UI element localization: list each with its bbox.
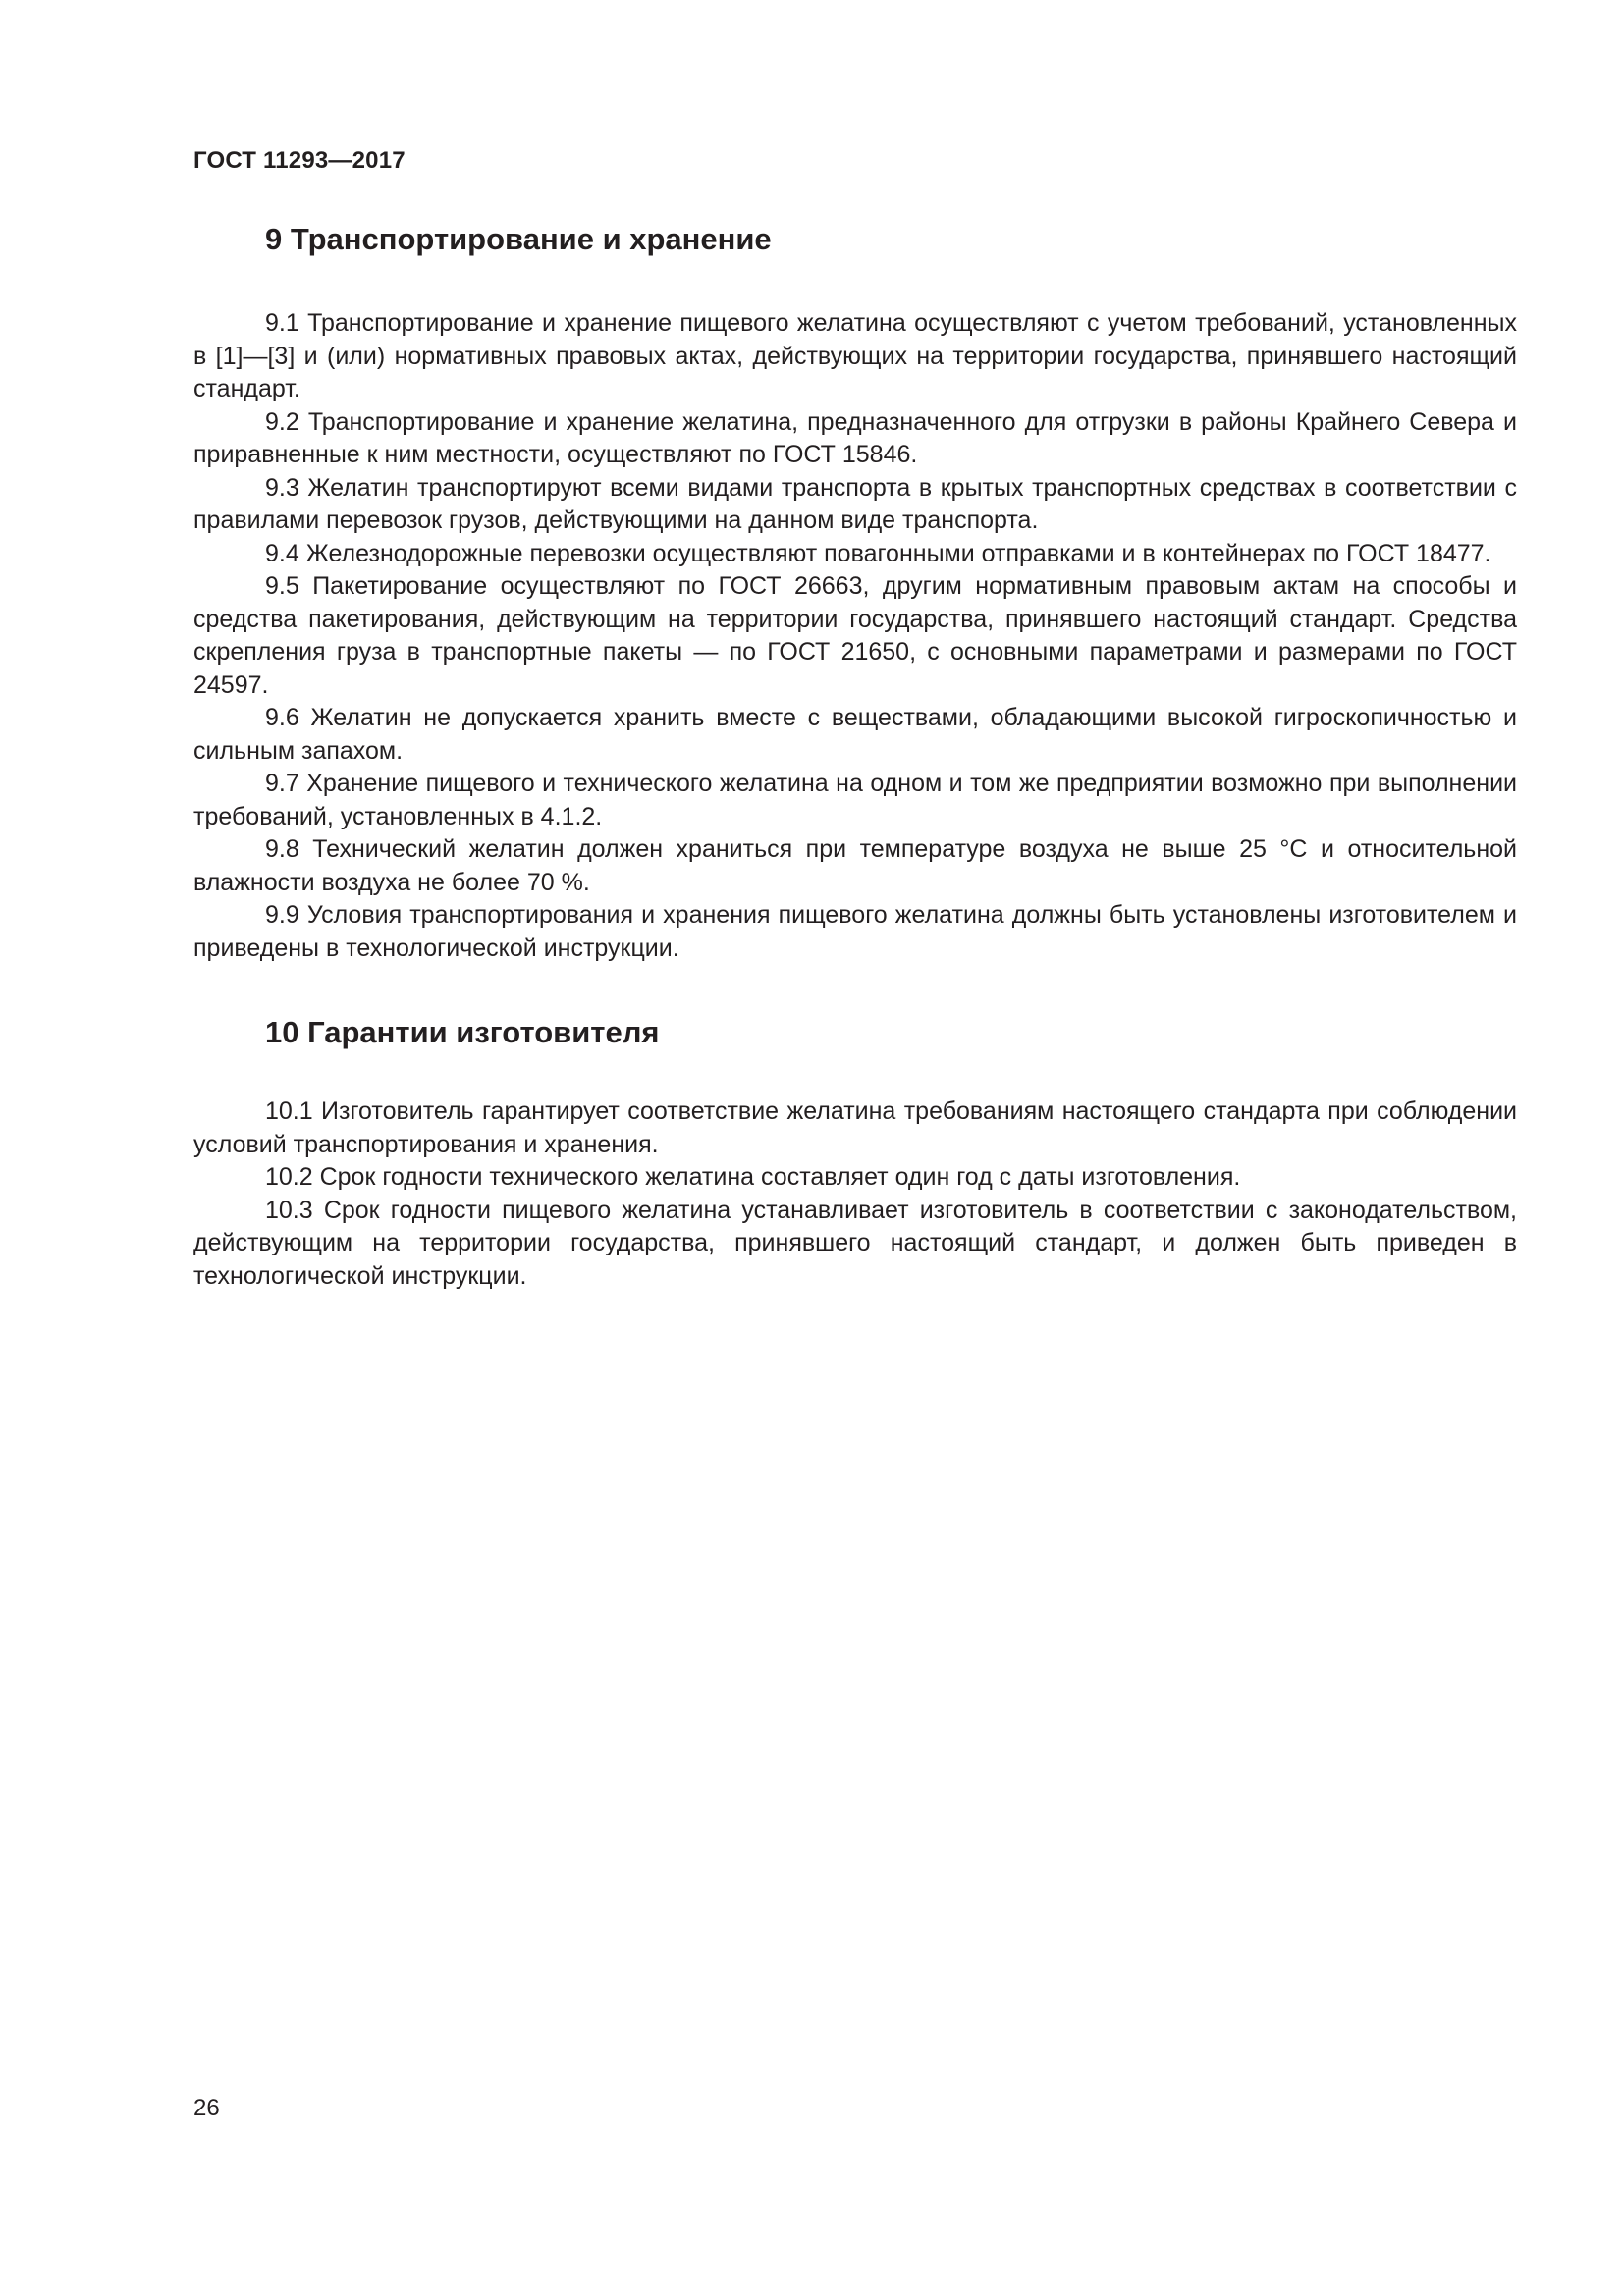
page-number: 26 xyxy=(193,2095,220,2121)
paragraph-9-6: 9.6 Желатин не допускается хранить вместе с веществами, обладающими высокой гигроскопичностью и сильным запахом. xyxy=(193,704,1517,765)
paragraph-9-7: 9.7 Хранение пищевого и технического желатина на одном и том же предприятии возможно при выполнении требований, установленных в 4.1.2. xyxy=(193,770,1517,830)
paragraph-9-2: 9.2 Транспортирование и хранение желатина, предназначенного для отгрузки в районы Крайнего Севера и приравненные к ним местности, осуществляют по ГОСТ 15846. xyxy=(193,407,1517,468)
paragraph-9-3: 9.3 Желатин транспортируют всеми видами транспорта в крытых транспортных средствах в соответствии с правилами перевозок грузов, действующими на данном виде транспорта. xyxy=(193,473,1517,534)
paragraph-10-2: 10.2 Срок годности технического желатина составляет один год с даты изготовления. xyxy=(265,1163,1241,1191)
paragraph-list xyxy=(193,1095,1517,1293)
paragraph-9-9: 9.9 Условия транспортирования и хранения пищевого желатина должны быть установлены изготовителем и приведены в технологической инструкции. xyxy=(193,901,1517,962)
section-title: 9 Транспортирование и хранение xyxy=(265,222,772,256)
paragraph-9-8: 9.8 Технический желатин должен храниться при температуре воздуха не выше 25 °С и относительной влажности воздуха не более 70 %. xyxy=(193,835,1517,896)
paragraph-9-5: 9.5 Пакетирование осуществляют по ГОСТ 26663, другим нормативным правовым актам на способы и средства пакетирования, действующим на территории государства, принявшего настоящий стандарт. Средства скрепления груза в транспортные пакеты — по ГОСТ 21650, с основными параметрами и размерами по ГОСТ 24597. xyxy=(193,572,1517,699)
paragraph-10-1: 10.1 Изготовитель гарантирует соответствие желатина требованиям настоящего стандарта при соблюдении условий транспортирования и хранения. xyxy=(193,1097,1517,1158)
section-transport-storage xyxy=(193,221,1517,965)
paragraph-list xyxy=(193,307,1517,965)
paragraph-9-1: 9.1 Транспортирование и хранение пищевого желатина осуществляют с учетом требований, установленных в [1]—[3] и (или) нормативных правовых актах, действующих на территории государства, принявшего настоящий стандарт. xyxy=(193,309,1517,402)
section-manufacturer-guarantees xyxy=(193,1014,1517,1293)
paragraph-10-3: 10.3 Срок годности пищевого желатина устанавливает изготовитель в соответствии с законодательством, действующим на территории государства, принявшего настоящий стандарт, и должен быть приведен в технологической инструкции. xyxy=(193,1196,1517,1290)
section-title: 10 Гарантии изготовителя xyxy=(265,1015,660,1049)
document-header-standard-id: ГОСТ 11293—2017 xyxy=(193,147,406,174)
paragraph-9-4: 9.4 Железнодорожные перевозки осуществляют повагонными отправками и в контейнерах по ГОСТ 18477. xyxy=(265,539,1491,567)
